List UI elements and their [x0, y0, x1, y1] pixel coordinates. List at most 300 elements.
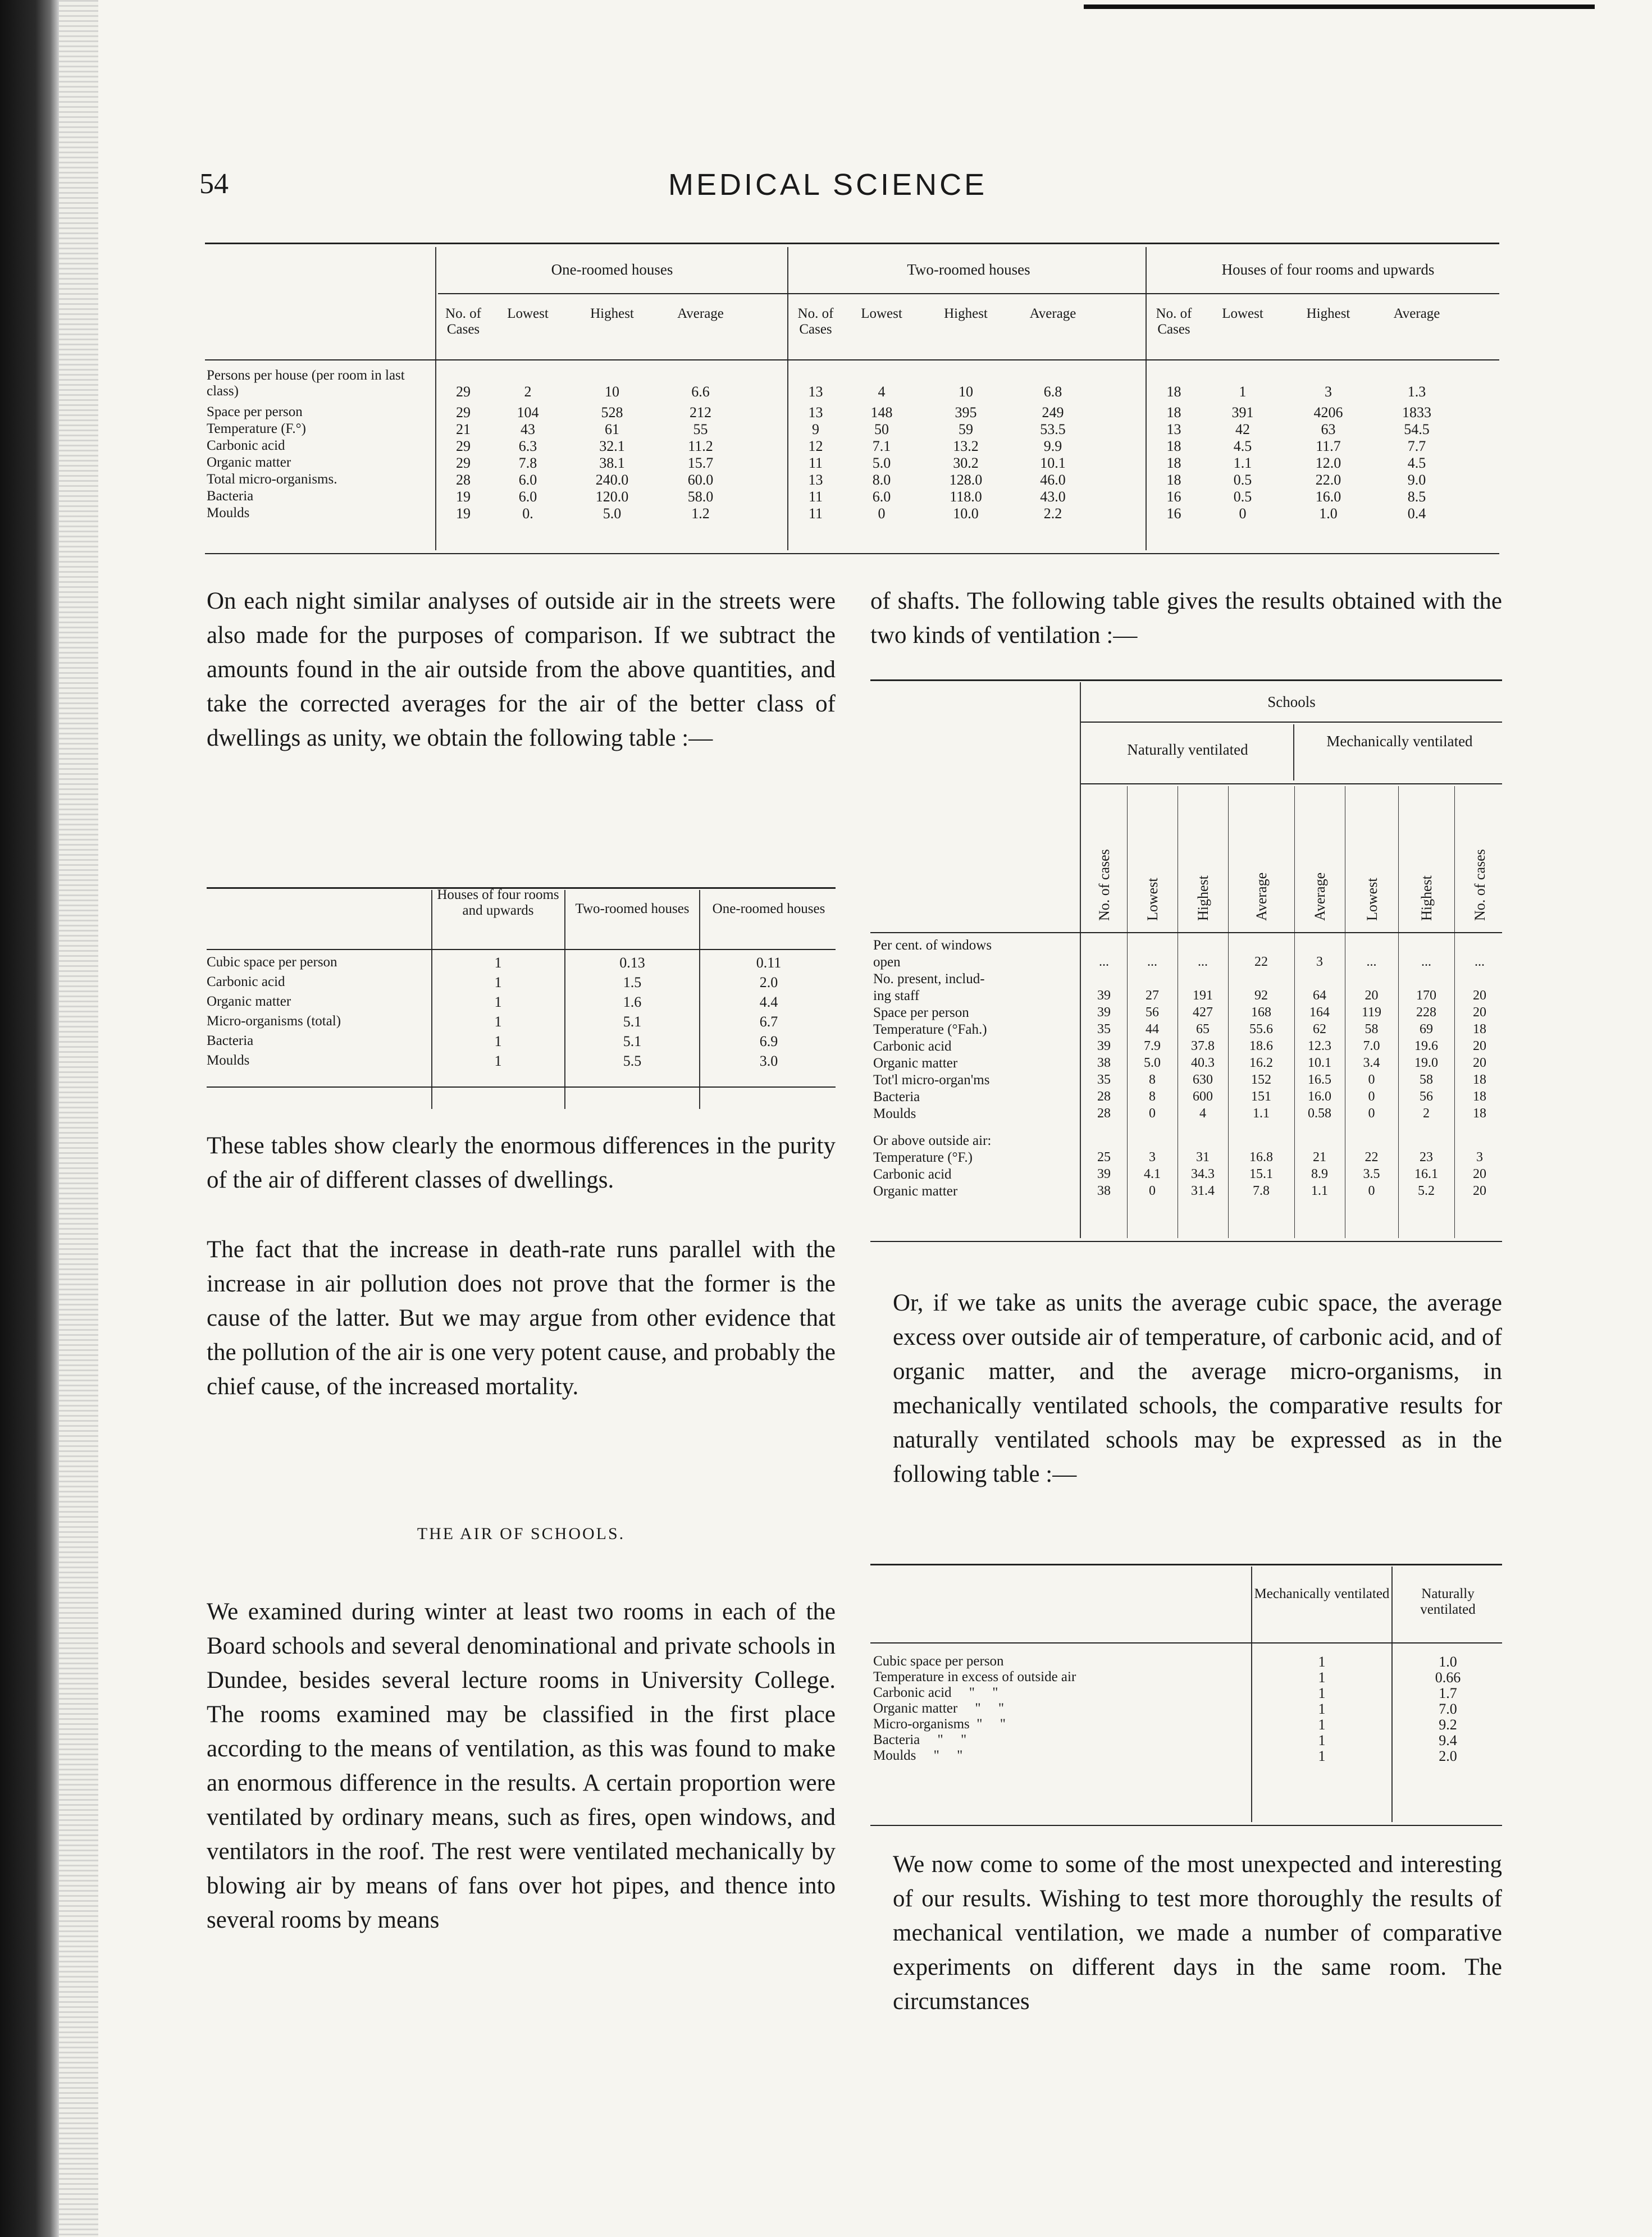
table2-divider [699, 890, 700, 1109]
table3-top-rule [870, 679, 1502, 681]
table2-cell: 1 [494, 1014, 502, 1030]
page-binding-shadow [0, 0, 59, 2237]
table3-cell: ... [1099, 955, 1109, 969]
table3-row-label: Carbonic acid [873, 1039, 952, 1054]
table1-bottom-rule [205, 553, 1499, 554]
table1-cell: 1 [1239, 384, 1247, 400]
table1-header-rule [205, 359, 1499, 360]
table1-cell: 43 [521, 421, 535, 437]
table2-cell: 5.5 [623, 1053, 642, 1069]
table3-group-header: Mechanically ventilated [1326, 733, 1473, 750]
table1-cell: 128.0 [949, 472, 983, 488]
table1-cell: 9.0 [1407, 472, 1426, 488]
table1-cell: 29 [456, 438, 471, 454]
table1-row-label: Space per person [207, 404, 303, 419]
table1-group-header: Two-roomed houses [907, 261, 1030, 278]
table2-row-label: Bacteria [207, 1033, 254, 1048]
table1-cell: 240.0 [595, 472, 629, 488]
table1-cell: 59 [959, 421, 973, 437]
paragraph-differences: These tables show clearly the enormous differences in the purity of the air of different classes of dwellings. [207, 1133, 836, 1193]
table3-cell: 7.0 [1363, 1039, 1380, 1053]
table1-cell: 1.3 [1407, 384, 1426, 400]
table3-row-label: ing staff [873, 988, 920, 1003]
table1-divider [787, 247, 788, 550]
table1-cell: 0 [878, 505, 886, 522]
table1-cell: 55 [693, 421, 708, 437]
table2-divider [431, 890, 432, 1109]
table4-cell: 1 [1318, 1716, 1326, 1733]
table1-divider [435, 247, 436, 550]
table1-cell: 5.0 [872, 455, 891, 471]
table3-cell: 16.1 [1414, 1167, 1438, 1181]
table3-cell: 7.9 [1144, 1039, 1161, 1053]
table3-cell: 62 [1313, 1022, 1326, 1037]
table1-group-header: One-roomed houses [551, 261, 673, 278]
table1-cell: 13 [808, 384, 823, 400]
table3-row-label: Organic matter [873, 1184, 958, 1199]
table4-cell: 0.66 [1435, 1669, 1461, 1686]
paragraph-shafts: of shafts. The following table gives the results obtained with the two kinds of ventilation :— [870, 588, 1502, 649]
table3-cell: 19.0 [1414, 1056, 1438, 1070]
table3-cell: 38 [1097, 1184, 1111, 1198]
page-number: 54 [199, 168, 229, 200]
table1-row-label: Persons per house (per room in last class) [207, 368, 405, 399]
table4-cell: 1 [1318, 1685, 1326, 1701]
table2-cell: 2.0 [759, 974, 778, 990]
table3-cell: 16.8 [1249, 1150, 1273, 1165]
table3-cell: 4.1 [1144, 1167, 1161, 1181]
table2-header: Two-roomed houses [575, 901, 690, 916]
table1-cell: 6.0 [518, 472, 537, 488]
table3-cell: 0 [1368, 1072, 1375, 1087]
table1-column-header: Average [1029, 306, 1076, 321]
table3-cell: 8 [1149, 1089, 1156, 1104]
table1-cell: 29 [456, 384, 471, 400]
table2-cell: 4.4 [759, 994, 778, 1010]
table4-cell: 1.7 [1439, 1685, 1457, 1701]
table3-group-rule [1081, 783, 1502, 784]
table1-column-header: Average [1393, 306, 1440, 321]
table3-cell: 0 [1149, 1106, 1156, 1121]
table2-header: Houses of four rooms and upwards [437, 887, 559, 918]
section-heading: THE AIR OF SCHOOLS. [417, 1524, 626, 1543]
table3-cell: 7.8 [1253, 1184, 1270, 1198]
table3-row-label: open [873, 955, 901, 970]
table1-cell: 38.1 [599, 455, 625, 471]
table1-cell: 104 [517, 404, 539, 421]
table1-cell: 30.2 [953, 455, 979, 471]
table3-cell: 8.9 [1311, 1167, 1328, 1181]
table3-column-header: Highest [1418, 875, 1435, 921]
table1-cell: 212 [690, 404, 711, 421]
table3-column-header: Average [1253, 872, 1270, 921]
table3-cell: 18 [1473, 1089, 1486, 1104]
table1-cell: 6.0 [518, 489, 537, 505]
table1-cell: 528 [601, 404, 623, 421]
table1-cell: 29 [456, 404, 471, 421]
table2-cell: 1 [494, 994, 502, 1010]
table2-cell: 5.1 [623, 1014, 642, 1030]
paragraph-schools: We examined during winter at least two rooms in each of the Board schools and several denominational and private schools in Dundee, besides several lecture rooms in University College. The rooms examined may be classified in the first place according to the means of ventilation, as this was found to make an enormous difference in the results. A certain proportion were ventilated by ordinary means, such as fires, open windows, and ventilators in the roof. The rest were ventilated mechanically by blowing air by means of fans over hot pipes, and thence into several rooms by means [207, 1599, 836, 1933]
table4-cell: 2.0 [1439, 1748, 1457, 1764]
table1-cell: 10.0 [953, 505, 979, 522]
table1-cell: 1833 [1402, 404, 1431, 421]
table1-cell: 6.8 [1043, 384, 1062, 400]
table1-cell: 118.0 [950, 489, 982, 505]
table3-cell: 18 [1473, 1022, 1486, 1037]
table1-cell: 13 [1166, 421, 1181, 437]
table3-cell: 21 [1313, 1150, 1326, 1165]
table3-column-header: Average [1312, 872, 1328, 921]
table1-divider [1146, 247, 1147, 550]
table3-column-header: Lowest [1144, 878, 1161, 921]
table1-cell: 60.0 [687, 472, 714, 488]
table1-column-header: No. of Cases [797, 306, 834, 337]
table1-cell: 61 [605, 421, 619, 437]
table2-row-label: Organic matter [207, 994, 291, 1009]
table3-cell: 23 [1420, 1150, 1433, 1165]
table1-cell: 42 [1235, 421, 1250, 437]
table4-cell: 1 [1318, 1732, 1326, 1748]
table1-cell: 16 [1166, 505, 1181, 522]
table2-cell: 0.13 [619, 955, 645, 971]
table4-cell: 9.2 [1439, 1716, 1457, 1733]
table3-cell: ... [1147, 955, 1157, 969]
table4-row-label: Bacteria " " [873, 1732, 967, 1747]
table3-bottom-rule [870, 1241, 1502, 1242]
table2-row-label: Micro-organisms (total) [207, 1014, 341, 1029]
table3-cell: 44 [1146, 1022, 1159, 1037]
table1-cell: 4206 [1313, 404, 1343, 421]
table1-cell: 0.5 [1233, 489, 1252, 505]
table1-cell: 29 [456, 455, 471, 471]
table3-group-header: Naturally ventilated [1127, 741, 1248, 758]
table4-header-rule [870, 1642, 1502, 1643]
table1-cell: 0.4 [1407, 505, 1426, 522]
table2-row-label: Carbonic acid [207, 974, 285, 989]
table3-cell: 18.6 [1249, 1039, 1273, 1053]
table1-cell: 391 [1231, 404, 1254, 421]
table3-cell: 170 [1416, 988, 1436, 1003]
table3-cell: 20 [1473, 1056, 1486, 1070]
table2-cell: 1.5 [623, 974, 642, 990]
table1-cell: 7.8 [518, 455, 537, 471]
table3-cell: 37.8 [1191, 1039, 1215, 1053]
table3-cell: 28 [1097, 1089, 1111, 1104]
table1-cell: 8.5 [1407, 489, 1426, 505]
table1-cell: 1.1 [1233, 455, 1252, 471]
table3-cell: 56 [1420, 1089, 1433, 1104]
table1-column-header: Highest [590, 306, 634, 321]
table3-cell: 427 [1193, 1005, 1213, 1020]
table1-cell: 18 [1166, 404, 1181, 421]
table4-row-label: Temperature in excess of outside air [873, 1669, 1076, 1684]
table1-column-header: Lowest [507, 306, 549, 321]
table3-row-label: Space per person [873, 1005, 969, 1020]
table2-divider [564, 890, 565, 1109]
table3-cell: 40.3 [1191, 1056, 1215, 1070]
table1-cell: 10 [605, 384, 619, 400]
table3-cell: 1.1 [1311, 1184, 1328, 1198]
table3-column-header: No. of cases [1472, 849, 1488, 921]
table3-cell: 20 [1473, 1039, 1486, 1053]
table1-cell: 13 [808, 472, 823, 488]
table4-row-label: Carbonic acid " " [873, 1685, 998, 1700]
table1-cell: 11.2 [688, 438, 713, 454]
table1-cell: 10.1 [1040, 455, 1066, 471]
table2-cell: 3.0 [759, 1053, 778, 1069]
table3-cell: 20 [1473, 1167, 1486, 1181]
table3-sub-rule [1081, 722, 1502, 723]
table2-row-label: Moulds [207, 1053, 250, 1068]
table3-cell: 20 [1365, 988, 1379, 1003]
table3-title: Schools [1267, 693, 1316, 710]
table3-cell: 39 [1097, 1167, 1111, 1181]
table3-cell: 20 [1473, 1184, 1486, 1198]
paragraph-mortality: The fact that the increase in death-rate runs parallel with the increase in air pollution does not prove that the former is the cause of the latter. But we may argue from other evidence that the pollution of the air is one very potent cause, and probably the chief cause, of the increased mortality. [207, 1236, 836, 1400]
table1-cell: 2.2 [1043, 505, 1062, 522]
table1-column-header: Highest [944, 306, 988, 321]
top-edge-rule [1084, 4, 1595, 9]
table3-cell: 25 [1097, 1150, 1111, 1165]
table3-row-label: Temperature (°Fah.) [873, 1022, 987, 1037]
table3-cell: 4 [1199, 1106, 1206, 1121]
table4-cell: 9.4 [1439, 1732, 1457, 1748]
table3-cell: 64 [1313, 988, 1326, 1003]
table3-cell: 58 [1365, 1022, 1379, 1037]
table1-cell: 18 [1166, 384, 1181, 400]
table3-cell: 0.58 [1308, 1106, 1331, 1121]
table1-cell: 28 [456, 472, 471, 488]
table1-cell: 4 [878, 384, 886, 400]
table4-top-rule [870, 1564, 1502, 1565]
table4-divider [1251, 1567, 1252, 1822]
table3-divider [1293, 724, 1294, 780]
table1-cell: 21 [456, 421, 471, 437]
table3-cell: 28 [1097, 1106, 1111, 1121]
table3-cell: 191 [1193, 988, 1213, 1003]
table3-cell: 168 [1251, 1005, 1271, 1020]
table3-cell: 27 [1146, 988, 1159, 1003]
table3-cell: 5.2 [1418, 1184, 1435, 1198]
table1-cell: 16 [1166, 489, 1181, 505]
table4-header: Mechanically ventilated [1254, 1586, 1390, 1601]
table2-cell: 1 [494, 1033, 502, 1049]
table1-cell: 7.7 [1407, 438, 1426, 454]
table3-cell: 18 [1473, 1106, 1486, 1121]
table1-column-header: Lowest [861, 306, 902, 321]
table3-cell: 0 [1368, 1089, 1375, 1104]
table1-cell: 148 [870, 404, 893, 421]
table1-cell: 3 [1325, 384, 1332, 400]
table3-row-label: Tot'l micro-organ'ms [873, 1072, 990, 1088]
table3-cell: 3 [1316, 955, 1323, 969]
table3-cell: 20 [1473, 1005, 1486, 1020]
table1-column-header: Average [677, 306, 724, 321]
table1-cell: 6.0 [872, 489, 891, 505]
table1-cell: 43.0 [1040, 489, 1066, 505]
table3-row-label: Or above outside air: [873, 1133, 992, 1148]
table1-cell: 13 [808, 404, 823, 421]
table3-cell: 15.1 [1249, 1167, 1273, 1181]
table1-cell: 63 [1321, 421, 1336, 437]
table3-cell: 38 [1097, 1056, 1111, 1070]
table3-cell: ... [1421, 955, 1431, 969]
table3-cell: ... [1198, 955, 1208, 969]
table3-cell: 16.0 [1308, 1089, 1331, 1104]
table1-cell: 7.1 [872, 438, 891, 454]
table2-cell: 0.11 [756, 955, 782, 971]
table1-cell: 18 [1166, 455, 1181, 471]
table1-cell: 6.3 [518, 438, 537, 454]
table3-cell: 69 [1420, 1022, 1433, 1037]
table1-cell: 249 [1042, 404, 1064, 421]
table1-cell: 10 [959, 384, 973, 400]
table1-cell: 11 [808, 489, 823, 505]
table3-cell: 3.5 [1363, 1167, 1380, 1181]
table4-header: Naturally ventilated [1420, 1586, 1476, 1617]
table2-header: One-roomed houses [712, 901, 825, 916]
table3-cell: ... [1366, 955, 1377, 969]
table3-column-header: No. of cases [1096, 849, 1112, 921]
table1-cell: 18 [1166, 472, 1181, 488]
table3-cell: 92 [1254, 988, 1268, 1003]
table1-cell: 32.1 [599, 438, 625, 454]
table2-cell: 1 [494, 974, 502, 990]
table3-cell: 3.4 [1363, 1056, 1380, 1070]
table1-cell: 11 [808, 505, 823, 522]
table2-cell: 1 [494, 1053, 502, 1069]
table3-cell: 5.0 [1144, 1056, 1161, 1070]
table3-cell: 3 [1476, 1150, 1483, 1165]
table1-cell: 1.2 [691, 505, 710, 522]
table2-row-label: Cubic space per person [207, 955, 337, 970]
table1-row-label: Moulds [207, 505, 250, 521]
table1-column-header: Highest [1306, 306, 1350, 321]
table1-cell: 8.0 [872, 472, 891, 488]
table3-cell: 65 [1196, 1022, 1210, 1037]
table1-cell: 120.0 [595, 489, 629, 505]
table4-cell: 7.0 [1439, 1701, 1457, 1717]
table2-cell: 1 [494, 955, 502, 971]
table1-cell: 4.5 [1407, 455, 1426, 471]
table4-cell: 1 [1318, 1654, 1326, 1670]
table2-cell: 1.6 [623, 994, 642, 1010]
table3-cell: 58 [1420, 1072, 1433, 1087]
table3-cell: 16.2 [1249, 1056, 1273, 1070]
table3-cell: 20 [1473, 988, 1486, 1003]
table1-cell: 53.5 [1040, 421, 1066, 437]
table2-cell: 5.1 [623, 1033, 642, 1049]
table1-cell: 5.0 [603, 505, 622, 522]
table1-cell: 12 [808, 438, 823, 454]
table3-cell: 39 [1097, 1005, 1111, 1020]
table3-cell: 39 [1097, 1039, 1111, 1053]
table4-cell: 1 [1318, 1748, 1326, 1764]
table1-row-label: Total micro-organisms. [207, 472, 337, 487]
table1-cell: 395 [955, 404, 977, 421]
paragraph-comparison: On each night similar analyses of outside air in the streets were also made for the purposes of comparison. If we subtract the amounts found in the air outside from the above quantities, and take the corrected averages for the air of the better class of dwellings as unity, we obtain the following table :— [207, 588, 836, 751]
table3-row-label: Temperature (°F.) [873, 1150, 973, 1165]
table4-cell: 1.0 [1439, 1654, 1457, 1670]
table3-cell: 164 [1309, 1005, 1330, 1020]
table2-header-rule [207, 949, 836, 950]
table3-column-header: Highest [1195, 875, 1211, 921]
table3-cell: 630 [1193, 1072, 1213, 1087]
table1-cell: 19 [456, 505, 471, 522]
table3-cell: 3 [1149, 1150, 1156, 1165]
table3-cell: 16.5 [1308, 1072, 1331, 1087]
table1-cell: 46.0 [1040, 472, 1066, 488]
table1-cell: 4.5 [1233, 438, 1252, 454]
table1-cell: 12.0 [1315, 455, 1341, 471]
table1-cell: 18 [1166, 438, 1181, 454]
table4-cell: 1 [1318, 1669, 1326, 1686]
table4-row-label: Moulds " " [873, 1748, 963, 1763]
table3-cell: 0 [1368, 1106, 1375, 1121]
table3-cell: 34.3 [1191, 1167, 1215, 1181]
page-binding-texture [59, 0, 98, 2237]
table3-cell: 39 [1097, 988, 1111, 1003]
table3-cell: 35 [1097, 1022, 1111, 1037]
table2-bottom-rule [207, 1086, 836, 1088]
table1-cell: 11.7 [1316, 438, 1341, 454]
table4-row-label: Organic matter " " [873, 1701, 1005, 1716]
table3-cell: 151 [1251, 1089, 1271, 1104]
table3-cell: 228 [1416, 1005, 1436, 1020]
table3-cell: 10.1 [1308, 1056, 1331, 1070]
table1-cell: 15.7 [687, 455, 714, 471]
table1-cell: 50 [874, 421, 889, 437]
table3-row-label: No. present, includ- [873, 971, 985, 987]
table3-column-header: Lowest [1363, 878, 1380, 921]
table3-row-label: Organic matter [873, 1056, 958, 1071]
table1-row-label: Temperature (F.°) [207, 421, 307, 436]
table1-cell: 16.0 [1315, 489, 1341, 505]
table1-group-header: Houses of four rooms and upwards [1221, 261, 1435, 278]
table3-cell: 22 [1254, 955, 1268, 969]
table1-cell: 9.9 [1043, 438, 1062, 454]
table3-cell: 12.3 [1308, 1039, 1331, 1053]
table4-bottom-rule [870, 1825, 1502, 1826]
table1-cell: 19 [456, 489, 471, 505]
table1-column-header: No. of Cases [1156, 306, 1192, 337]
table3-cell: 19.6 [1414, 1039, 1438, 1053]
table1-row-label: Bacteria [207, 489, 254, 504]
table3-cell: 31 [1196, 1150, 1210, 1165]
table4-cell: 1 [1318, 1701, 1326, 1717]
table3-row-label: Bacteria [873, 1089, 920, 1104]
table4-divider [1391, 1567, 1393, 1822]
table1-cell: 1.0 [1319, 505, 1338, 522]
table1-cell: 2 [524, 384, 532, 400]
table3-cell: 8 [1149, 1072, 1156, 1087]
table3-cell: 55.6 [1249, 1022, 1273, 1037]
table3-cell: 1.1 [1253, 1106, 1270, 1121]
paragraph-experiments: We now come to some of the most unexpected and interesting of our results. Wishing to test more thoroughly the results of mechanical ventilation, we made a number of comparative experiments on different days in the same room. The circumstances [893, 1851, 1502, 2015]
table1-cell: 0 [1239, 505, 1247, 522]
table3-cell: 31.4 [1191, 1184, 1215, 1198]
table2-cell: 6.9 [759, 1033, 778, 1049]
table3-cell: 35 [1097, 1072, 1111, 1087]
table3-cell: ... [1475, 955, 1485, 969]
table1-sub-rule [438, 293, 1499, 294]
paragraph-units: Or, if we take as units the average cubic space, the average excess over outside air of temperature, of carbonic acid, and of organic matter, and the average micro-organisms, in mechanically ventilated schools, the comparative results for naturally ventilated schools may be expressed as in the following table :— [893, 1290, 1502, 1487]
table4-row-label: Micro-organisms " " [873, 1716, 1006, 1732]
running-head: MEDICAL SCIENCE [668, 168, 988, 202]
table3-cell: 152 [1251, 1072, 1271, 1087]
table1-cell: 58.0 [687, 489, 714, 505]
